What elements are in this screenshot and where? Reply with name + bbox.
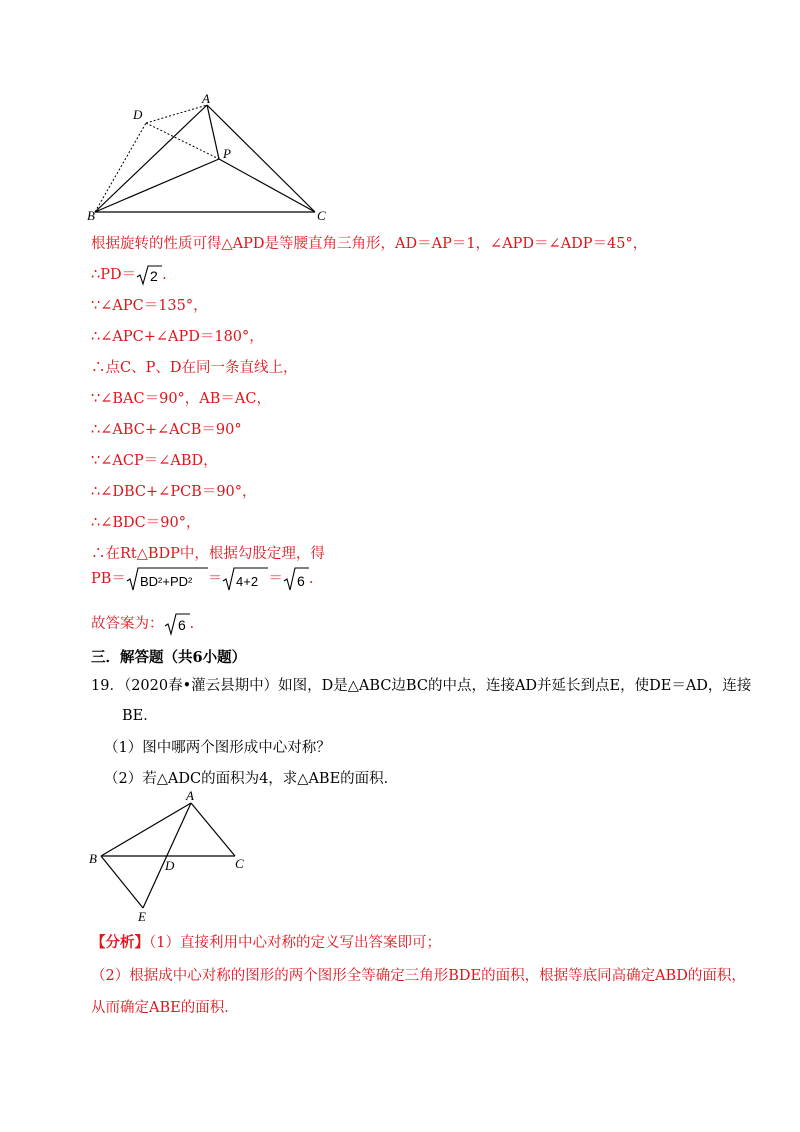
solution-line-7: ∴∠ABC+∠ACB＝90° <box>91 422 242 438</box>
sqrt-6-a-radicand: 6 <box>296 573 305 589</box>
label-a: A <box>186 788 194 803</box>
label-d: D <box>133 107 143 122</box>
label-e: E <box>138 909 146 923</box>
sqrt-2 <box>136 264 162 286</box>
segment-be <box>101 856 143 908</box>
label-d: D <box>165 858 175 873</box>
sqrt-6-a <box>283 566 309 592</box>
sqrt-4-plus-2 <box>222 566 268 592</box>
label-b: B <box>89 851 97 866</box>
label-p: P <box>223 146 231 161</box>
solution-line-4: ∴∠APC+∠APD＝180°， <box>91 329 264 345</box>
analysis-tag: 【分析】 <box>91 934 149 951</box>
figure-rotation-triangle <box>85 90 345 225</box>
solution-line-10: ∴∠BDC＝90°， <box>91 515 201 531</box>
sqrt-6-b <box>164 612 190 636</box>
solution-line-5: ∴点C、P、D在同一条直线上， <box>91 360 298 376</box>
section-heading: 三．解答题（共6小题） <box>91 649 247 666</box>
sqrt-6-b-radicand: 6 <box>177 617 186 633</box>
solution-line-12-eq1: ＝ <box>207 571 223 587</box>
label-c: C <box>317 208 326 223</box>
solution-line-1: 根据旋转的性质可得△APD是等腰直角三角形，AD＝AP＝1，∠APD＝∠ADP＝45°， <box>91 236 648 252</box>
problem-19-line-2: BE． <box>122 708 158 724</box>
solution-line-12-eq2: ＝ <box>268 571 283 587</box>
solution-line-2 <box>91 264 167 286</box>
segment-bd-dotted <box>95 123 146 212</box>
solution-line-2-suffix: . <box>162 267 167 283</box>
sqrt-4-plus-2-radicand: 4+2 <box>236 574 259 589</box>
label-c: C <box>235 856 244 871</box>
solution-line-13 <box>91 612 194 636</box>
segment-cp <box>219 159 315 212</box>
solution-line-13-suffix: . <box>189 616 195 632</box>
problem-19-question-2: （2）若△ADC的面积为4，求△ABE的面积． <box>104 771 399 787</box>
solution-line-12-suffix: . <box>308 571 314 587</box>
label-a: A <box>202 91 210 106</box>
solution-line-13-prefix: 故答案为： <box>91 616 164 632</box>
solution-line-3: ∵∠APC＝135°， <box>91 298 208 314</box>
problem-19-question-1: （1）图中哪两个图形成中心对称？ <box>104 740 331 756</box>
sqrt-bd2-pd2-radicand: BD²+PD² <box>139 574 193 589</box>
solution-line-6: ∵∠BAC＝90°，AB＝AC， <box>91 391 271 407</box>
solution-line-12 <box>91 566 314 592</box>
analysis-point-1: （1）直接利用中心对称的定义写出答案即可； <box>149 935 441 951</box>
segment-bp <box>95 159 219 212</box>
segment-ap <box>207 105 219 159</box>
analysis-line-1 <box>91 933 441 953</box>
sqrt-bd2-pd2 <box>126 566 208 592</box>
analysis-line-3: 从而确定ABE的面积． <box>91 1000 239 1016</box>
figure-central-symmetry <box>85 788 255 923</box>
segment-ac <box>191 803 235 856</box>
sqrt-2-radicand: 2 <box>150 268 158 284</box>
problem-19-line-1: 19．（2020春•灌云县期中）如图，D是△ABC边BC的中点，连接AD并延长到点E，使DE＝AD，连接 <box>91 678 752 694</box>
solution-line-2-prefix: ∴PD＝ <box>91 267 137 283</box>
solution-line-12-prefix: PB＝ <box>91 571 126 587</box>
solution-line-9: ∴∠DBC+∠PCB＝90°， <box>91 484 257 500</box>
label-b: B <box>87 208 95 223</box>
solution-line-11: ∴在Rt△BDP中，根据勾股定理，得 <box>91 546 325 562</box>
analysis-line-2: （2）根据成中心对称的图形的两个图形全等确定三角形BDE的面积，根据等底同高确定ABD的面积， <box>91 968 746 984</box>
segment-ab <box>101 803 191 856</box>
solution-line-8: ∵∠ACP＝∠ABD， <box>91 453 218 469</box>
